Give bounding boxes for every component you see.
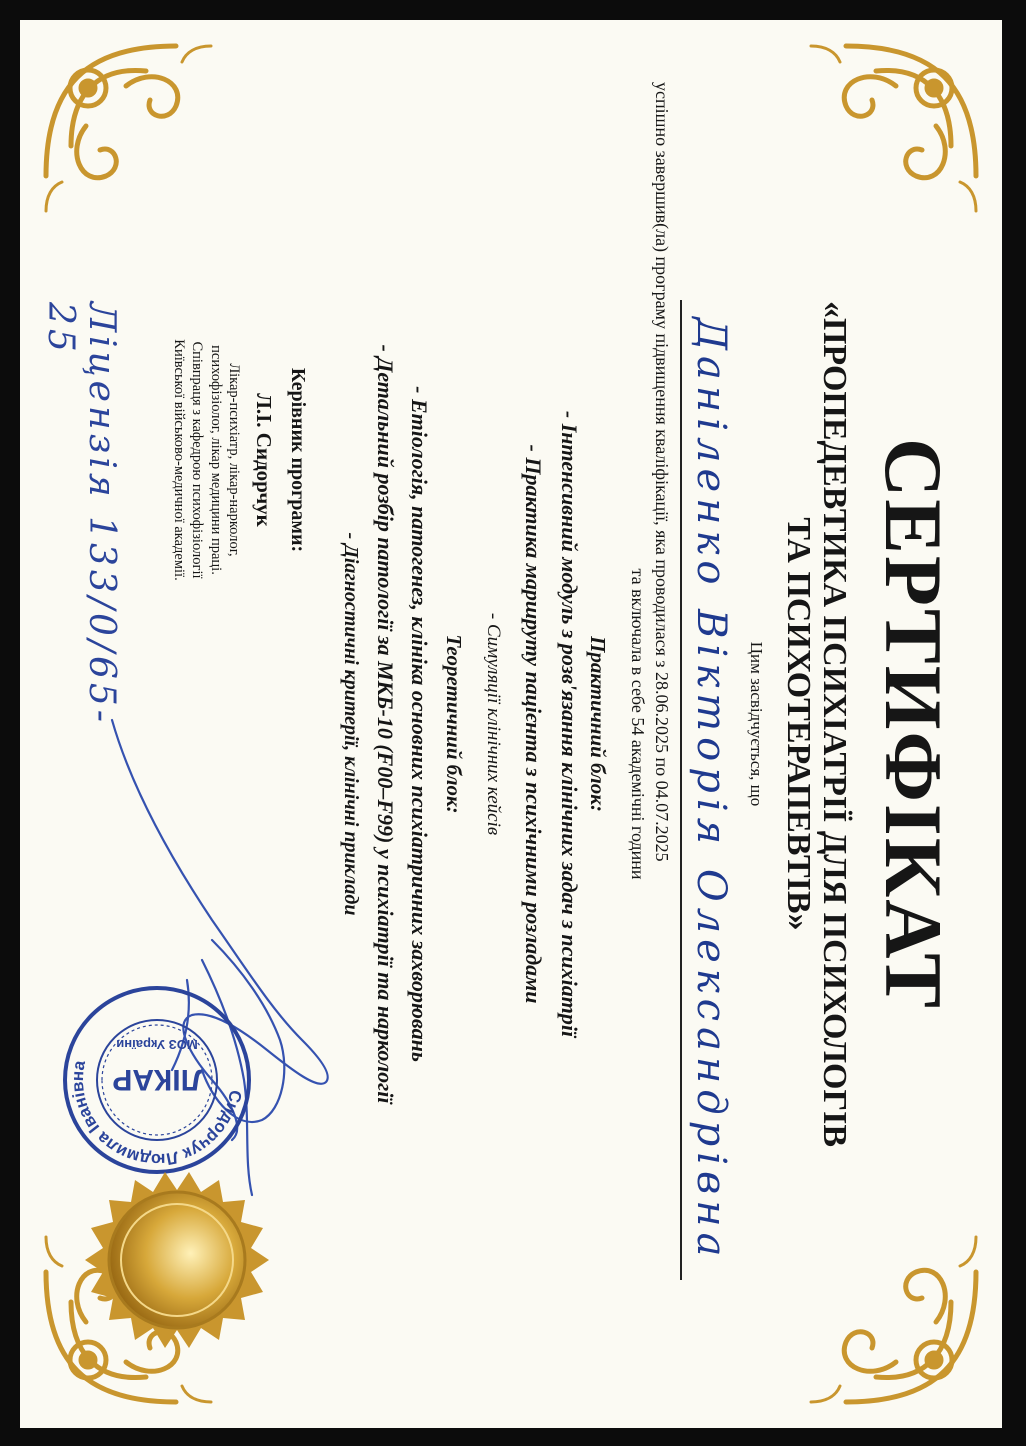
stamp-center-text: ЛІКАР [112, 1063, 202, 1096]
practical-item: - Інтенсивний модуль з розв'язання клінічних задач з психіатрії [557, 410, 582, 1038]
certificate-paper [20, 20, 1002, 1428]
supervisor-block [170, 310, 310, 610]
practical-item: - Симуляції клінічних кейсів [483, 612, 504, 836]
supervisor-description-line: Київської військово-медичної академії. [171, 339, 188, 581]
corner-ornament-bottom-left [26, 26, 226, 226]
practical-block-heading: Практичний блок: [586, 636, 610, 812]
stamp-bottom-text: МОЗ України [116, 1037, 198, 1052]
hours-text: та включала в себе 54 академічні години [628, 568, 648, 880]
supervisor-heading: Керівник програми: [287, 367, 309, 553]
supervisor-description-line: Лікар-психіатр, лікар-нарколог, [225, 363, 242, 557]
supervisor-name: Л.І. Сидорчук [252, 393, 276, 527]
theory-item: - Детальний розбір патології за МКБ-10 (F00–F99) у психіатрії та наркології [373, 344, 398, 1104]
theory-item: - Діагностичні критерії, клінічні приклади [340, 532, 362, 916]
program-title [781, 20, 852, 1428]
program-title-line-2: ТА ПСИХОТЕРАПЕВТІВ» [780, 517, 818, 931]
supervisor-description-line: психофізіолог, лікар медицини праці. [207, 345, 224, 575]
practical-item: - Практика маршруту пацієнта з психічними розладами [521, 444, 546, 1004]
recipient-name: Даніленко Вікторія Олександрівна [680, 300, 740, 1280]
stamp [57, 980, 257, 1180]
supervisor-description [170, 310, 243, 610]
license-number-handwritten: Ліцензія 133/0/65-25 [40, 302, 122, 726]
theory-item: - Етіологія, патогенез, клініка основних психіатричних захворювань [407, 386, 432, 1062]
certificate-title: СЕРТИФІКАТ [868, 438, 959, 1010]
theory-block-heading: Теоретичний блок: [442, 634, 466, 814]
program-title-line-1: «ПРОПЕДЕВТИКА ПСИХІАТРІЇ ДЛЯ ПСИХОЛОГІВ [816, 300, 853, 1148]
completion-text: успішно завершив(ла) програму підвищення кваліфікації, яка проводилася з 28.06.2025 по 04.07.2025 [652, 82, 672, 862]
certificate [20, 20, 1002, 1428]
stamp-ring-text: Сидорчук Людмила Іванівна [67, 1058, 246, 1170]
certifies-text: Цим засвідчується, що [747, 641, 766, 807]
supervisor-description-line: Співпраця з кафедрою психофізіології [189, 341, 206, 579]
gold-seal-icon [77, 1160, 277, 1360]
